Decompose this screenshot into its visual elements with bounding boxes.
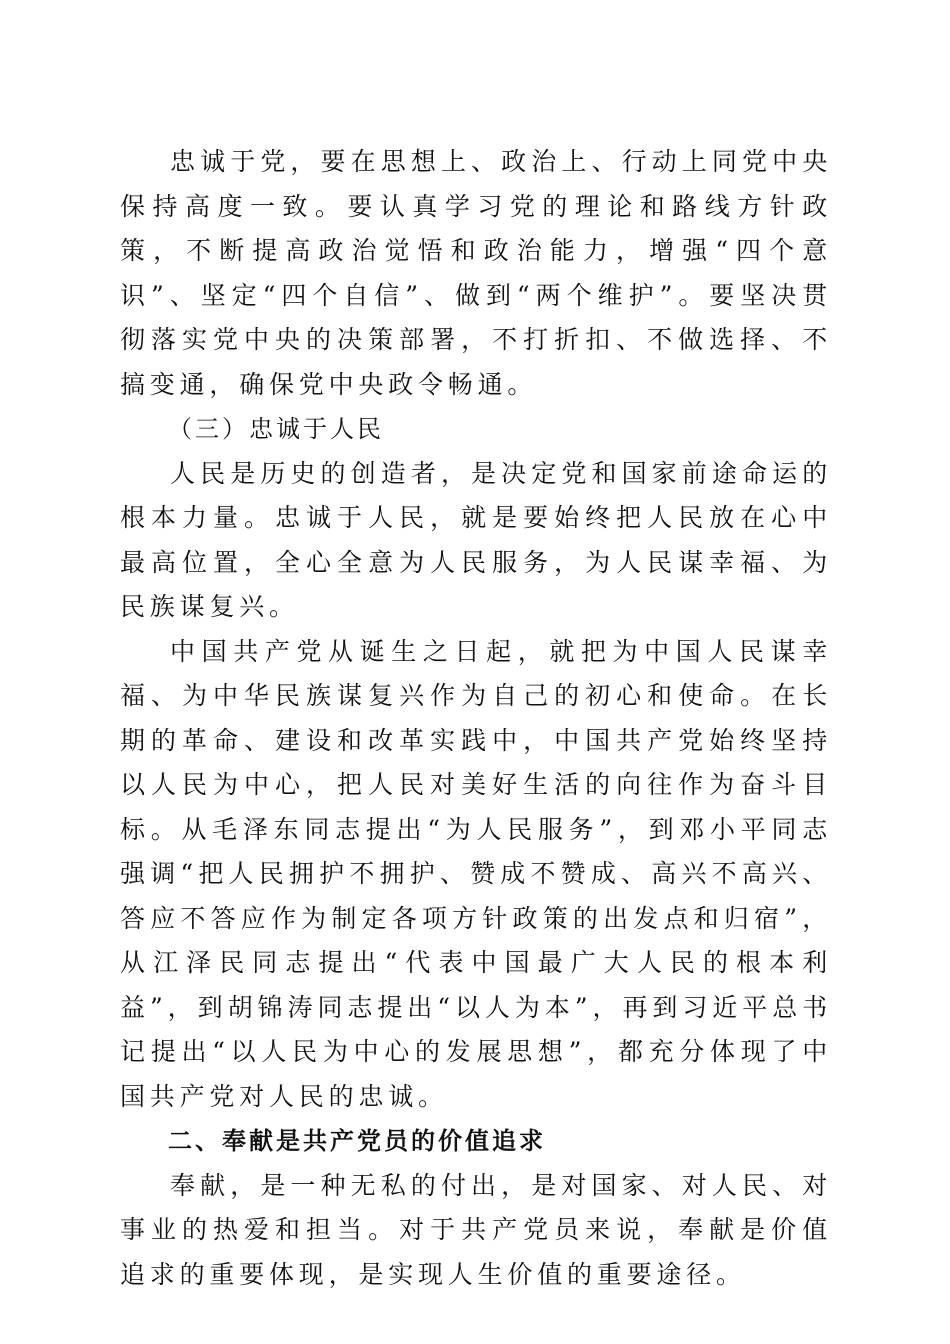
document-body: [120, 140, 832, 1297]
paragraph-party-history: 中国共产党从诞生之日起，就把为中国人民谋幸福、为中华民族谋复兴作为自己的初心和使命。在长期的革命、建设和改革实践中，中国共产党始终坚持以人民为中心，把人民对美好生活的向往作为奋斗目标。从毛泽东同志提出“为人民服务”，到邓小平同志强调“把人民拥护不拥护、赞成不赞成、高兴不高兴、答应不答应作为制定各项方针政策的出发点和归宿”，从江泽民同志提出“代表中国最广大人民的根本利益”，到胡锦涛同志提出“以人为本”，再到习近平总书记提出“以人民为中心的发展思想”，都充分体现了中国共产党对人民的忠诚。: [120, 636, 832, 1111]
paragraph-people-creators: 人民是历史的创造者，是决定党和国家前途命运的根本力量。忠诚于人民，就是要始终把人民放在心中最高位置，全心全意为人民服务，为人民谋幸福、为民族谋复兴。: [120, 458, 832, 621]
paragraph-dedication: 奉献，是一种无私的付出，是对国家、对人民、对事业的热爱和担当。对于共产党员来说，奉献是价值追求的重要体现，是实现人生价值的重要途径。: [120, 1170, 832, 1289]
paragraph-loyalty-to-party: 忠诚于党，要在思想上、政治上、行动上同党中央保持高度一致。要认真学习党的理论和路线方针政策，不断提高政治觉悟和政治能力，增强“四个意识”、坚定“四个自信”、做到“两个维护”。要坚决贯彻落实党中央的决策部署，不打折扣、不做选择、不搞变通，确保党中央政令畅通。: [120, 147, 832, 399]
subheading-loyalty-to-people: （三）忠诚于人民: [168, 415, 384, 443]
heading-dedication: 二、奉献是共产党员的价值追求: [168, 1127, 546, 1155]
